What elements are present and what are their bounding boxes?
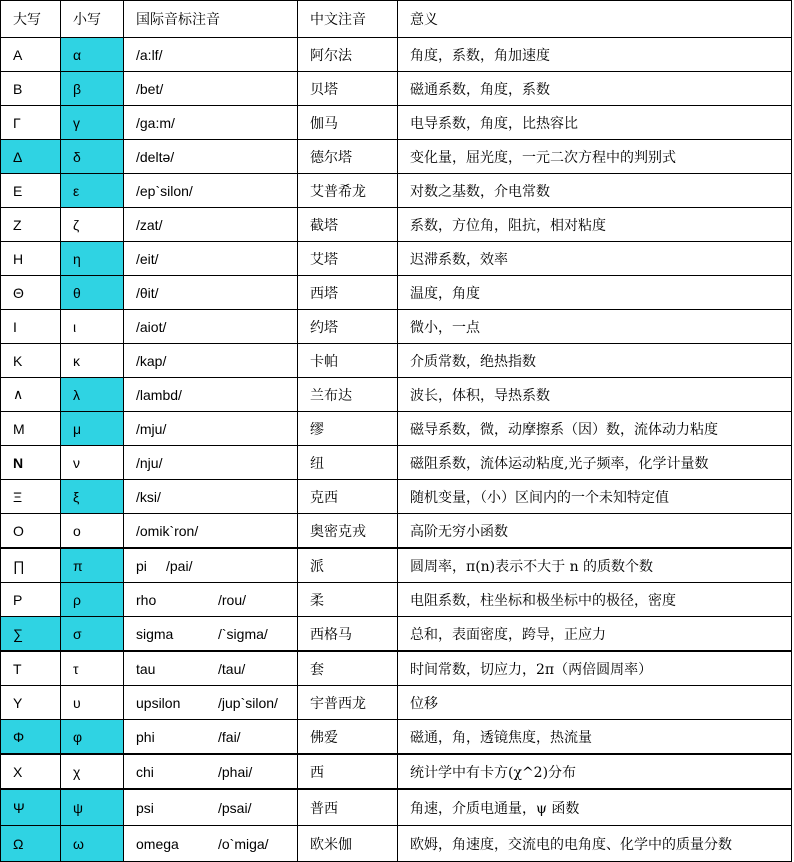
cell-upper: Ψ	[1, 789, 61, 826]
ipa-primary: /θit/	[136, 284, 159, 301]
cell-ipa	[124, 310, 298, 344]
cell-upper: ∑	[1, 617, 61, 652]
ipa-primary: phi	[136, 728, 155, 745]
table-row	[1, 480, 792, 514]
cell-chinese: 纽	[298, 446, 398, 480]
ipa-secondary: /psai/	[218, 799, 252, 816]
cell-lower: δ	[61, 140, 124, 174]
cell-meaning: 变化量，屈光度，一元二次方程中的判别式	[398, 140, 792, 174]
ipa-secondary: /o`miga/	[218, 835, 269, 852]
table-row	[1, 378, 792, 412]
table-row	[1, 106, 792, 140]
cell-lower: υ	[61, 686, 124, 720]
cell-lower: λ	[61, 378, 124, 412]
cell-chinese: 西塔	[298, 276, 398, 310]
cell-chinese: 兰布达	[298, 378, 398, 412]
cell-upper: Ρ	[1, 583, 61, 617]
cell-meaning: 对数之基数，介电常数	[398, 174, 792, 208]
cell-lower: π	[61, 548, 124, 583]
cell-chinese: 艾塔	[298, 242, 398, 276]
cell-ipa	[124, 276, 298, 310]
cell-chinese: 宇普西龙	[298, 686, 398, 720]
cell-upper: ∧	[1, 378, 61, 412]
cell-upper: Κ	[1, 344, 61, 378]
table-row	[1, 617, 792, 652]
cell-meaning: 欧姆，角速度，交流电的电角度、化学中的质量分数	[398, 826, 792, 862]
cell-lower: χ	[61, 754, 124, 789]
table-row	[1, 720, 792, 755]
cell-lower: τ	[61, 651, 124, 686]
cell-chinese: 缪	[298, 412, 398, 446]
cell-lower: ψ	[61, 789, 124, 826]
cell-ipa	[124, 754, 298, 789]
table-row	[1, 174, 792, 208]
cell-lower: ε	[61, 174, 124, 208]
cell-chinese: 奥密克戎	[298, 514, 398, 549]
cell-ipa	[124, 686, 298, 720]
table-row	[1, 276, 792, 310]
cell-ipa	[124, 174, 298, 208]
cell-ipa	[124, 140, 298, 174]
cell-chinese: 套	[298, 651, 398, 686]
cell-meaning: 迟滞系数，效率	[398, 242, 792, 276]
cell-ipa	[124, 38, 298, 72]
cell-meaning: 电阻系数，柱坐标和极坐标中的极径，密度	[398, 583, 792, 617]
ipa-primary: /omik`ron/	[136, 522, 199, 539]
ipa-primary: /nju/	[136, 454, 163, 471]
cell-upper: Ζ	[1, 208, 61, 242]
ipa-secondary: /tau/	[218, 660, 246, 677]
header-meaning: 意义	[398, 1, 792, 38]
cell-upper: Δ	[1, 140, 61, 174]
ipa-primary: /deltə/	[136, 148, 175, 165]
table-row	[1, 140, 792, 174]
ipa-primary: omega	[136, 835, 179, 852]
cell-chinese: 欧米伽	[298, 826, 398, 862]
cell-meaning: 磁通系数，角度，系数	[398, 72, 792, 106]
cell-ipa	[124, 446, 298, 480]
cell-chinese: 西	[298, 754, 398, 789]
cell-lower: ζ	[61, 208, 124, 242]
cell-ipa	[124, 583, 298, 617]
cell-upper: Ι	[1, 310, 61, 344]
table-row	[1, 826, 792, 862]
cell-ipa	[124, 378, 298, 412]
ipa-secondary: /rou/	[218, 591, 247, 608]
cell-upper: Ξ	[1, 480, 61, 514]
table-row	[1, 242, 792, 276]
cell-ipa	[124, 208, 298, 242]
cell-lower: ξ	[61, 480, 124, 514]
cell-meaning: 介质常数，绝热指数	[398, 344, 792, 378]
ipa-primary: /lambd/	[136, 386, 182, 403]
table-row	[1, 72, 792, 106]
cell-ipa	[124, 72, 298, 106]
cell-chinese: 德尔塔	[298, 140, 398, 174]
ipa-primary: sigma	[136, 625, 174, 642]
cell-meaning: 温度，角度	[398, 276, 792, 310]
table-row	[1, 412, 792, 446]
cell-lower: φ	[61, 720, 124, 755]
cell-lower: κ	[61, 344, 124, 378]
table-row	[1, 583, 792, 617]
ipa-primary: rho	[136, 591, 157, 608]
ipa-secondary: /phai/	[218, 763, 253, 780]
header-ipa: 国际音标注音	[124, 1, 298, 38]
cell-upper: Α	[1, 38, 61, 72]
table-row	[1, 446, 792, 480]
cell-ipa	[124, 826, 298, 862]
cell-upper: Χ	[1, 754, 61, 789]
cell-chinese: 克西	[298, 480, 398, 514]
cell-lower: ρ	[61, 583, 124, 617]
cell-upper: Η	[1, 242, 61, 276]
table-row	[1, 208, 792, 242]
cell-lower: θ	[61, 276, 124, 310]
table-row	[1, 754, 792, 789]
cell-ipa	[124, 789, 298, 826]
cell-chinese: 截塔	[298, 208, 398, 242]
cell-meaning: 磁阻系数，流体运动粘度,光子频率，化学计量数	[398, 446, 792, 480]
cell-lower: β	[61, 72, 124, 106]
cell-meaning: 总和，表面密度，跨导，正应力	[398, 617, 792, 652]
header-row	[1, 1, 792, 38]
cell-chinese: 约塔	[298, 310, 398, 344]
cell-lower: α	[61, 38, 124, 72]
cell-chinese: 派	[298, 548, 398, 583]
cell-upper: Β	[1, 72, 61, 106]
ipa-primary: /bet/	[136, 80, 164, 97]
cell-lower: σ	[61, 617, 124, 652]
ipa-primary: psi	[136, 799, 154, 816]
ipa-secondary: /pai/	[166, 557, 193, 574]
cell-chinese: 佛爱	[298, 720, 398, 755]
cell-ipa	[124, 344, 298, 378]
cell-upper: Ω	[1, 826, 61, 862]
cell-meaning: 位移	[398, 686, 792, 720]
cell-upper: ∏	[1, 548, 61, 583]
cell-chinese: 柔	[298, 583, 398, 617]
cell-upper: Ε	[1, 174, 61, 208]
cell-lower: μ	[61, 412, 124, 446]
cell-ipa	[124, 412, 298, 446]
cell-lower: η	[61, 242, 124, 276]
cell-meaning: 角度，系数，角加速度	[398, 38, 792, 72]
cell-chinese: 贝塔	[298, 72, 398, 106]
cell-chinese: 普西	[298, 789, 398, 826]
table-row	[1, 514, 792, 549]
cell-meaning: 统计学中有卡方(χ^2)分布	[398, 754, 792, 789]
cell-meaning: 角速，介质电通量，ψ 函数	[398, 789, 792, 826]
cell-ipa	[124, 106, 298, 140]
cell-meaning: 磁导系数，微，动摩擦系（因）数，流体动力粘度	[398, 412, 792, 446]
table-row	[1, 344, 792, 378]
cell-meaning: 圆周率，π(n)表示不大于 n 的质数个数	[398, 548, 792, 583]
cell-upper: Ν	[1, 446, 61, 480]
cell-upper: Γ	[1, 106, 61, 140]
table-row	[1, 651, 792, 686]
cell-meaning: 高阶无穷小函数	[398, 514, 792, 549]
cell-meaning: 随机变量，（小）区间内的一个未知特定值	[398, 480, 792, 514]
cell-chinese: 艾普希龙	[298, 174, 398, 208]
cell-ipa	[124, 514, 298, 549]
cell-chinese: 伽马	[298, 106, 398, 140]
ipa-primary: /ksi/	[136, 488, 161, 505]
ipa-secondary: /jup`silon/	[218, 694, 278, 711]
cell-meaning: 微小，一点	[398, 310, 792, 344]
cell-ipa	[124, 720, 298, 755]
table-row	[1, 686, 792, 720]
cell-meaning: 电导系数，角度，比热容比	[398, 106, 792, 140]
cell-chinese: 西格马	[298, 617, 398, 652]
cell-ipa	[124, 617, 298, 652]
cell-upper: Θ	[1, 276, 61, 310]
cell-upper: Τ	[1, 651, 61, 686]
ipa-primary: upsilon	[136, 694, 181, 711]
cell-lower: ν	[61, 446, 124, 480]
cell-meaning: 时间常数，切应力，2π（两倍圆周率）	[398, 651, 792, 686]
cell-lower: ο	[61, 514, 124, 549]
cell-lower: γ	[61, 106, 124, 140]
ipa-primary: /aiot/	[136, 318, 167, 335]
ipa-secondary: /`sigma/	[218, 625, 268, 642]
cell-upper: Υ	[1, 686, 61, 720]
header-chinese: 中文注音	[298, 1, 398, 38]
ipa-primary: /mju/	[136, 420, 167, 437]
ipa-primary: tau	[136, 660, 156, 677]
ipa-primary: /kap/	[136, 352, 167, 369]
table-row	[1, 548, 792, 583]
ipa-primary: /zat/	[136, 216, 163, 233]
ipa-primary: /a:lf/	[136, 46, 163, 63]
cell-ipa	[124, 480, 298, 514]
ipa-primary: /ga:m/	[136, 114, 175, 131]
cell-chinese: 阿尔法	[298, 38, 398, 72]
ipa-primary: pi	[136, 557, 147, 574]
cell-ipa	[124, 548, 298, 583]
header-lower: 小写	[61, 1, 124, 38]
header-upper: 大写	[1, 1, 61, 38]
cell-upper: Μ	[1, 412, 61, 446]
table-row	[1, 38, 792, 72]
ipa-primary: /ep`silon/	[136, 182, 193, 199]
ipa-primary: /eit/	[136, 250, 159, 267]
cell-lower: ι	[61, 310, 124, 344]
cell-chinese: 卡帕	[298, 344, 398, 378]
ipa-primary: chi	[136, 763, 154, 780]
cell-lower: ω	[61, 826, 124, 862]
cell-upper: Ο	[1, 514, 61, 549]
cell-meaning: 磁通，角，透镜焦度，热流量	[398, 720, 792, 755]
ipa-secondary: /fai/	[218, 728, 241, 745]
cell-ipa	[124, 242, 298, 276]
table-row	[1, 310, 792, 344]
cell-meaning: 系数，方位角，阻抗，相对粘度	[398, 208, 792, 242]
cell-upper: Φ	[1, 720, 61, 755]
cell-meaning: 波长，体积，导热系数	[398, 378, 792, 412]
cell-ipa	[124, 651, 298, 686]
table-row	[1, 789, 792, 826]
